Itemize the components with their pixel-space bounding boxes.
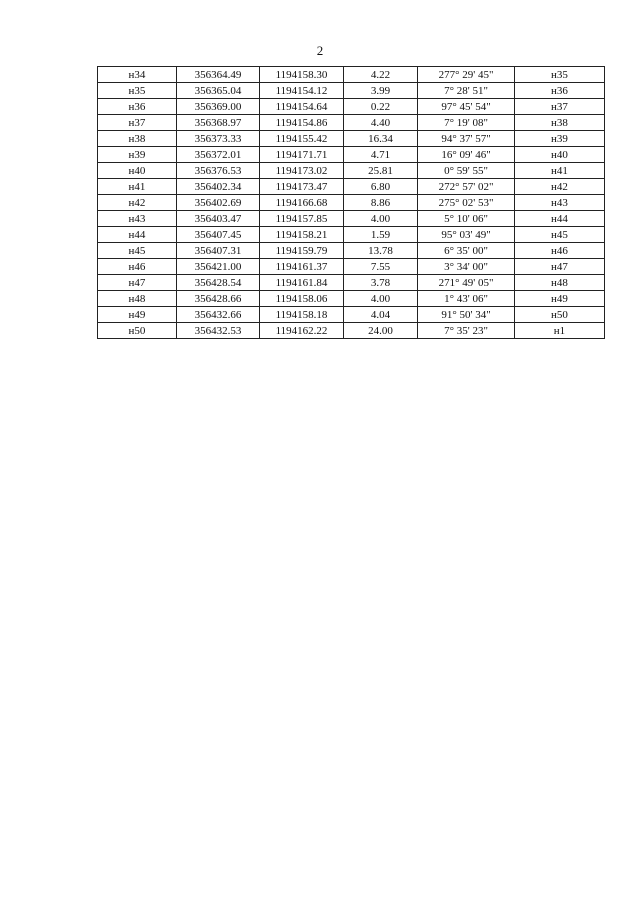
point-from-cell: н48 (98, 291, 177, 307)
table-row (98, 67, 605, 83)
point-to-cell: н43 (515, 195, 605, 211)
page-number: 2 (316, 43, 324, 58)
point-from-cell: н38 (98, 131, 177, 147)
x-coordinate-cell: 356402.69 (177, 195, 260, 211)
distance-cell: 0.22 (344, 99, 418, 115)
distance-cell: 4.40 (344, 115, 418, 131)
y-coordinate-cell: 1194166.68 (260, 195, 344, 211)
x-coordinate-cell: 356407.45 (177, 227, 260, 243)
y-coordinate-cell: 1194158.18 (260, 307, 344, 323)
y-coordinate-cell: 1194154.64 (260, 99, 344, 115)
table-row (98, 211, 605, 227)
point-to-cell: н35 (515, 67, 605, 83)
point-to-cell: н44 (515, 211, 605, 227)
coordinates-table-body (98, 67, 605, 339)
point-to-cell: н39 (515, 131, 605, 147)
distance-cell: 3.99 (344, 83, 418, 99)
distance-cell: 4.22 (344, 67, 418, 83)
point-to-cell: н41 (515, 163, 605, 179)
y-coordinate-cell: 1194173.47 (260, 179, 344, 195)
point-from-cell: н44 (98, 227, 177, 243)
point-from-cell: н35 (98, 83, 177, 99)
table-row (98, 115, 605, 131)
x-coordinate-cell: 356373.33 (177, 131, 260, 147)
x-coordinate-cell: 356364.49 (177, 67, 260, 83)
table-row (98, 163, 605, 179)
table-row (98, 131, 605, 147)
table-row (98, 83, 605, 99)
table-row (98, 243, 605, 259)
x-coordinate-cell: 356432.53 (177, 323, 260, 339)
distance-cell: 8.86 (344, 195, 418, 211)
y-coordinate-cell: 1194173.02 (260, 163, 344, 179)
bearing-cell: 95° 03' 49" (418, 227, 515, 243)
point-to-cell: н47 (515, 259, 605, 275)
table-row (98, 147, 605, 163)
point-from-cell: н50 (98, 323, 177, 339)
point-to-cell: н46 (515, 243, 605, 259)
y-coordinate-cell: 1194159.79 (260, 243, 344, 259)
point-to-cell: н50 (515, 307, 605, 323)
bearing-cell: 275° 02' 53" (418, 195, 515, 211)
point-from-cell: н36 (98, 99, 177, 115)
y-coordinate-cell: 1194171.71 (260, 147, 344, 163)
point-from-cell: н45 (98, 243, 177, 259)
point-to-cell: н36 (515, 83, 605, 99)
bearing-cell: 7° 35' 23" (418, 323, 515, 339)
y-coordinate-cell: 1194162.22 (260, 323, 344, 339)
table-row (98, 227, 605, 243)
point-from-cell: н43 (98, 211, 177, 227)
point-from-cell: н46 (98, 259, 177, 275)
x-coordinate-cell: 356369.00 (177, 99, 260, 115)
bearing-cell: 5° 10' 06" (418, 211, 515, 227)
table-row (98, 259, 605, 275)
point-to-cell: н1 (515, 323, 605, 339)
x-coordinate-cell: 356428.66 (177, 291, 260, 307)
point-from-cell: н39 (98, 147, 177, 163)
bearing-cell: 16° 09' 46" (418, 147, 515, 163)
distance-cell: 4.04 (344, 307, 418, 323)
distance-cell: 1.59 (344, 227, 418, 243)
bearing-cell: 0° 59' 55" (418, 163, 515, 179)
y-coordinate-cell: 1194157.85 (260, 211, 344, 227)
point-from-cell: н41 (98, 179, 177, 195)
y-coordinate-cell: 1194154.86 (260, 115, 344, 131)
y-coordinate-cell: 1194158.30 (260, 67, 344, 83)
distance-cell: 16.34 (344, 131, 418, 147)
point-from-cell: н42 (98, 195, 177, 211)
distance-cell: 24.00 (344, 323, 418, 339)
distance-cell: 7.55 (344, 259, 418, 275)
x-coordinate-cell: 356421.00 (177, 259, 260, 275)
table-row (98, 275, 605, 291)
point-from-cell: н34 (98, 67, 177, 83)
bearing-cell: 272° 57' 02" (418, 179, 515, 195)
bearing-cell: 7° 19' 08" (418, 115, 515, 131)
bearing-cell: 7° 28' 51" (418, 83, 515, 99)
distance-cell: 13.78 (344, 243, 418, 259)
table-row (98, 179, 605, 195)
x-coordinate-cell: 356432.66 (177, 307, 260, 323)
x-coordinate-cell: 356407.31 (177, 243, 260, 259)
table-row (98, 323, 605, 339)
bearing-cell: 3° 34' 00" (418, 259, 515, 275)
distance-cell: 25.81 (344, 163, 418, 179)
table-row (98, 291, 605, 307)
coordinates-table (97, 66, 605, 339)
point-to-cell: н48 (515, 275, 605, 291)
y-coordinate-cell: 1194158.21 (260, 227, 344, 243)
bearing-cell: 1° 43' 06" (418, 291, 515, 307)
point-from-cell: н49 (98, 307, 177, 323)
point-from-cell: н40 (98, 163, 177, 179)
distance-cell: 4.00 (344, 211, 418, 227)
table-row (98, 307, 605, 323)
y-coordinate-cell: 1194158.06 (260, 291, 344, 307)
point-to-cell: н40 (515, 147, 605, 163)
y-coordinate-cell: 1194161.37 (260, 259, 344, 275)
point-to-cell: н38 (515, 115, 605, 131)
bearing-cell: 277° 29' 45" (418, 67, 515, 83)
x-coordinate-cell: 356368.97 (177, 115, 260, 131)
x-coordinate-cell: 356372.01 (177, 147, 260, 163)
bearing-cell: 271° 49' 05" (418, 275, 515, 291)
bearing-cell: 97° 45' 54" (418, 99, 515, 115)
distance-cell: 6.80 (344, 179, 418, 195)
distance-cell: 4.00 (344, 291, 418, 307)
point-to-cell: н42 (515, 179, 605, 195)
distance-cell: 3.78 (344, 275, 418, 291)
y-coordinate-cell: 1194161.84 (260, 275, 344, 291)
table-row (98, 99, 605, 115)
point-to-cell: н37 (515, 99, 605, 115)
bearing-cell: 94° 37' 57" (418, 131, 515, 147)
x-coordinate-cell: 356428.54 (177, 275, 260, 291)
point-from-cell: н47 (98, 275, 177, 291)
bearing-cell: 6° 35' 00" (418, 243, 515, 259)
y-coordinate-cell: 1194154.12 (260, 83, 344, 99)
y-coordinate-cell: 1194155.42 (260, 131, 344, 147)
distance-cell: 4.71 (344, 147, 418, 163)
bearing-cell: 91° 50' 34" (418, 307, 515, 323)
point-from-cell: н37 (98, 115, 177, 131)
x-coordinate-cell: 356365.04 (177, 83, 260, 99)
point-to-cell: н49 (515, 291, 605, 307)
x-coordinate-cell: 356402.34 (177, 179, 260, 195)
x-coordinate-cell: 356376.53 (177, 163, 260, 179)
point-to-cell: н45 (515, 227, 605, 243)
x-coordinate-cell: 356403.47 (177, 211, 260, 227)
table-row (98, 195, 605, 211)
